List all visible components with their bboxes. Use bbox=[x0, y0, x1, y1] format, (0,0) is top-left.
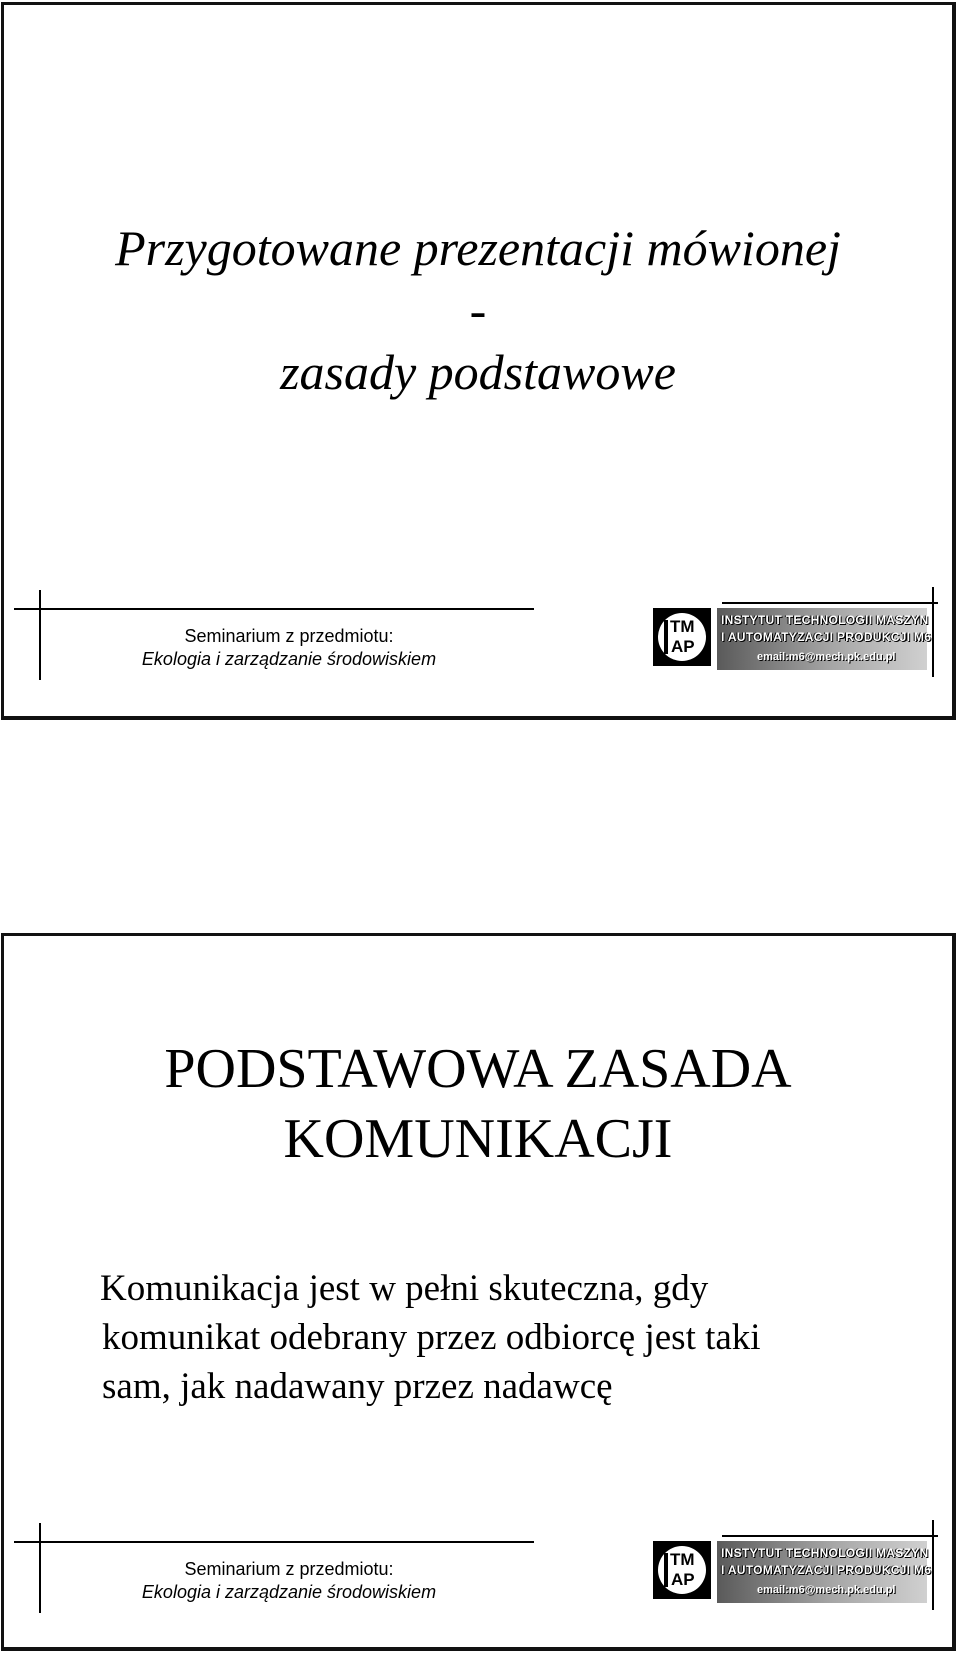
footer-left-horizontal-line bbox=[14, 608, 534, 610]
slide-1-title-line-3: zasady podstawowe bbox=[280, 344, 676, 400]
institute-banner-line-2: I AUTOMATYZACJI PRODUKCJI M6 bbox=[721, 1563, 932, 1577]
tmap-logo-bar bbox=[664, 1553, 668, 1587]
slide-2-body-line-2: komunikat odebrany przez odbiorcę jest taki bbox=[102, 1317, 761, 1358]
institute-banner-email: email:m6@mech.pk.edu.pl bbox=[757, 1584, 896, 1596]
tmap-logo-text-top: TM bbox=[670, 1550, 695, 1569]
footer-left-vertical-line bbox=[39, 590, 41, 680]
footer-course-name: Ekologia i zarządzanie środowiskiem bbox=[141, 1582, 437, 1602]
footer-left-horizontal-line bbox=[14, 1541, 534, 1543]
footer-seminar-label: Seminarium z przedmiotu: bbox=[184, 1559, 394, 1579]
footer-course-name: Ekologia i zarządzanie środowiskiem bbox=[141, 649, 437, 669]
slide-2-body-line-1: Komunikacja jest w pełni skuteczna, gdy bbox=[100, 1268, 709, 1309]
tmap-logo-text-bottom: AP bbox=[671, 1570, 695, 1589]
tmap-logo bbox=[653, 608, 711, 666]
tmap-logo-text-bottom: AP bbox=[671, 637, 695, 656]
tmap-logo-bar bbox=[664, 620, 668, 654]
footer-seminar-label: Seminarium z przedmiotu: bbox=[184, 626, 394, 646]
footer-left-vertical-line bbox=[39, 1523, 41, 1613]
institute-banner-line-2: I AUTOMATYZACJI PRODUKCJI M6 bbox=[721, 630, 932, 644]
slide-1 bbox=[1, 2, 956, 720]
slide-1-title-line-1: Przygotowane prezentacji mówionej bbox=[115, 220, 841, 276]
footer-right-horizontal-line bbox=[722, 1535, 938, 1537]
institute-banner bbox=[717, 1541, 932, 1603]
institute-banner bbox=[717, 608, 932, 670]
slide-2-body bbox=[102, 1264, 761, 1411]
slide-2-title-line-2: KOMUNIKACJI bbox=[283, 1108, 673, 1170]
tmap-logo-text-top: TM bbox=[670, 617, 695, 636]
footer-right-vertical-line bbox=[932, 1520, 934, 1610]
footer-caption bbox=[134, 1558, 444, 1604]
footer-right-horizontal-line bbox=[722, 602, 938, 604]
footer-caption bbox=[134, 625, 444, 671]
slide-2-title-line-1: PODSTAWOWA ZASADA bbox=[164, 1038, 792, 1100]
institute-banner-line-1: INSTYTUT TECHNOLOGII MASZYN bbox=[721, 1546, 929, 1560]
slide-2-body-line-3: sam, jak nadawany przez nadawcę bbox=[102, 1366, 613, 1407]
institute-banner-email: email:m6@mech.pk.edu.pl bbox=[757, 651, 896, 663]
slide-1-title-line-2: - bbox=[469, 282, 487, 338]
slide-1-title bbox=[4, 217, 952, 403]
slide-2 bbox=[1, 933, 956, 1651]
slide-2-title bbox=[4, 1034, 952, 1174]
institute-banner-line-1: INSTYTUT TECHNOLOGII MASZYN bbox=[721, 613, 929, 627]
tmap-logo bbox=[653, 1541, 711, 1599]
footer-right-vertical-line bbox=[932, 587, 934, 677]
